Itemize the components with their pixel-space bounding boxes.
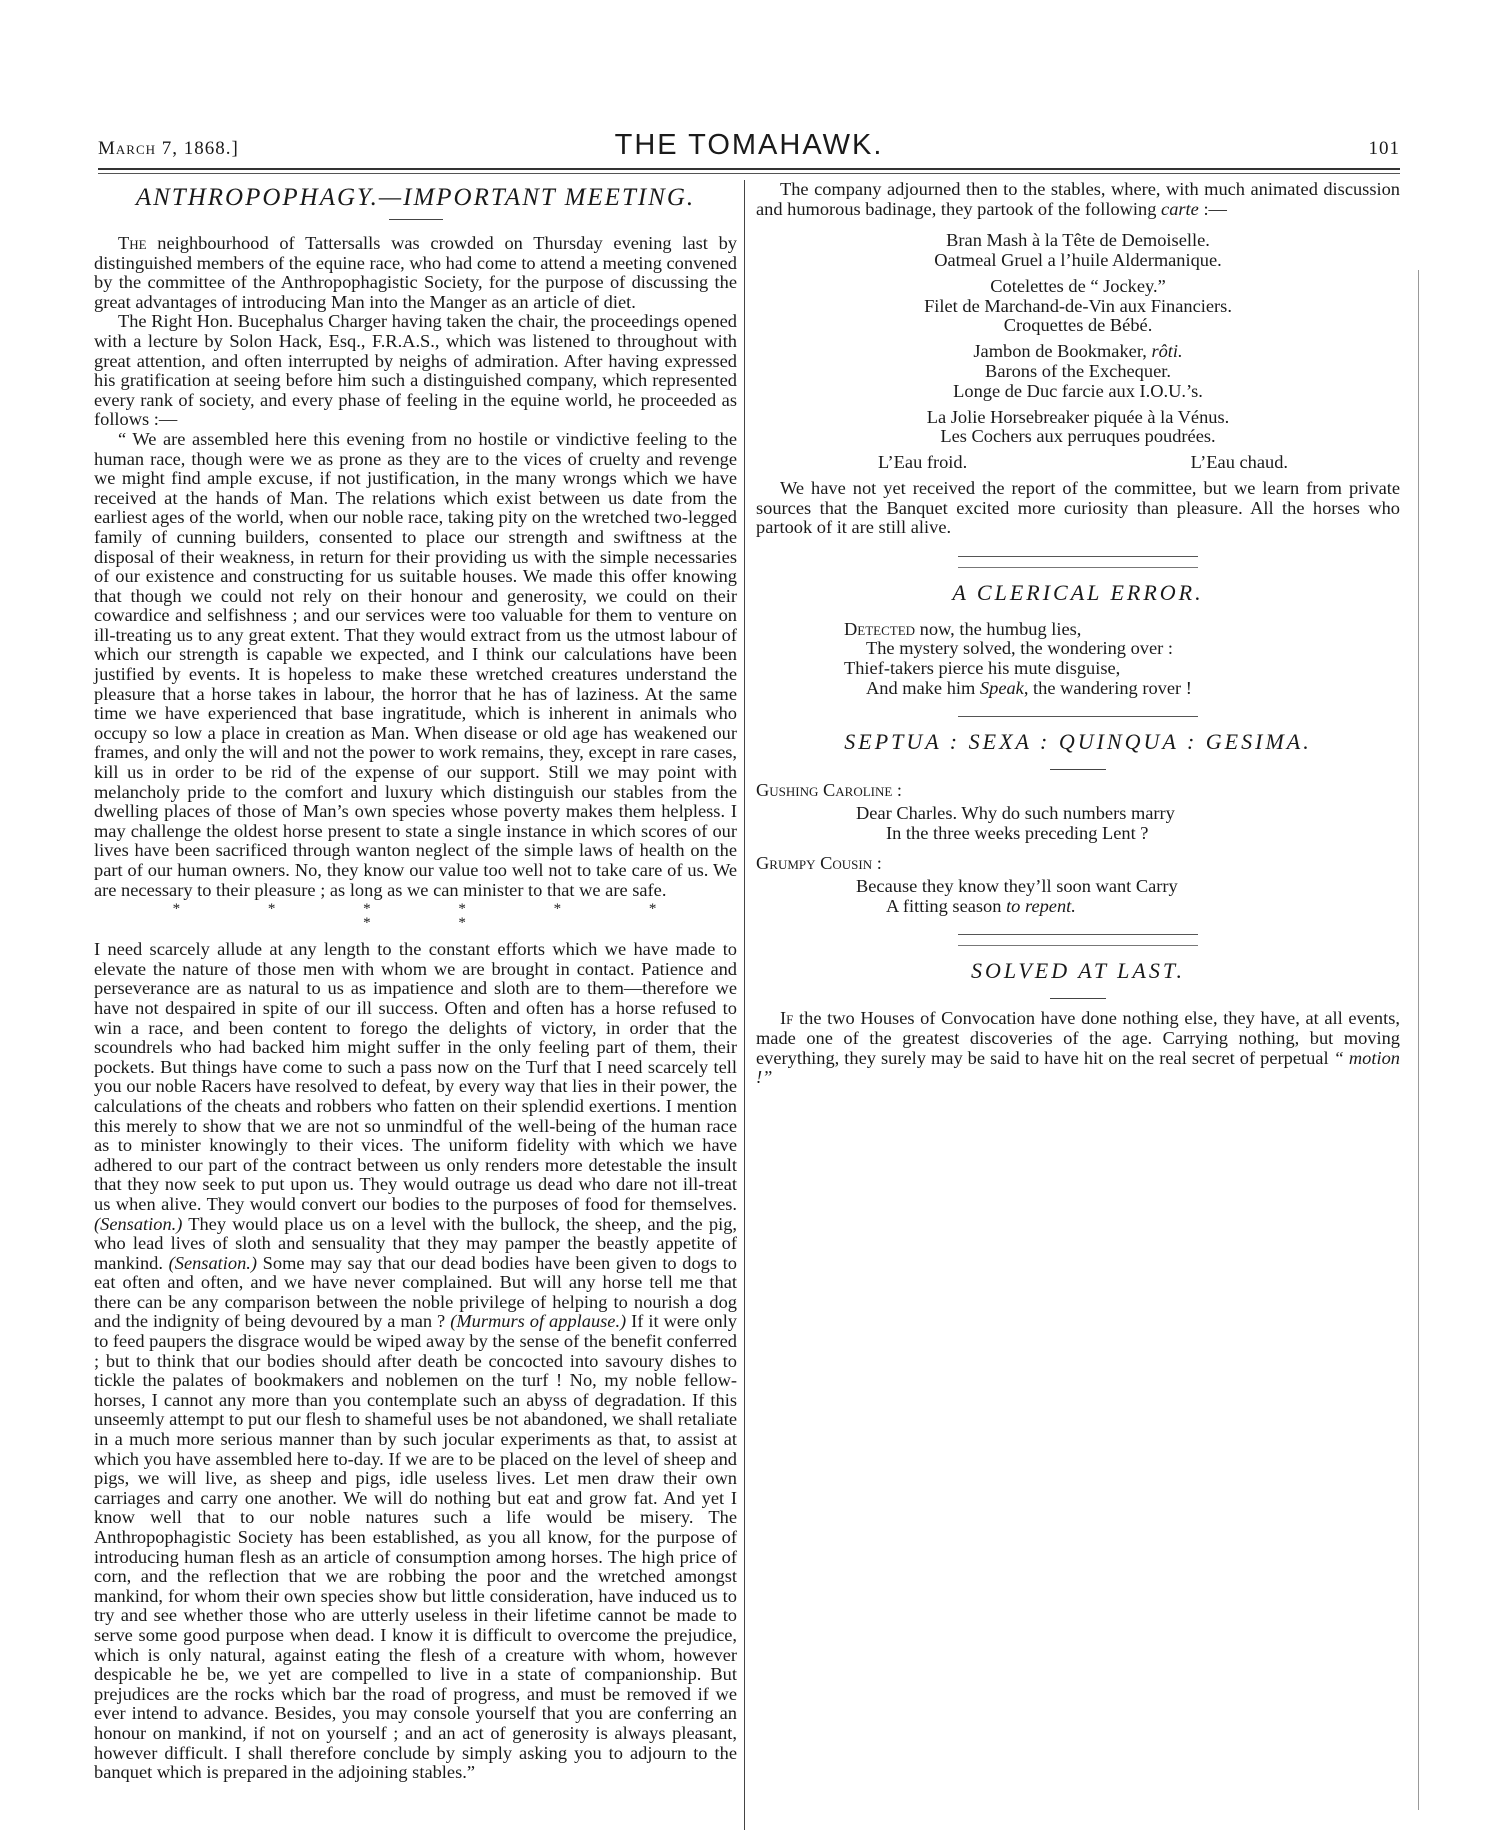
article-headline: SOLVED AT LAST. [971, 958, 1185, 984]
paragraph-text: Some may say that our dead bodies have been given to dogs to eat often and often, and we have never complained. But will any horse tell me that there can be any comparison between the noble privilege of helping to nourish a dog and the indignity of being devoured by a man ? [94, 1252, 737, 1332]
verse [856, 877, 1400, 916]
menu-item-italic: rôti. [1151, 341, 1183, 362]
paragraph-text: They would place us on a level with the bullock, the sheep, and the pig, who lead lives of sloth and sensuality that they may pamper the beastly appetite of mankind. [94, 1213, 737, 1273]
article-paragraph [756, 1009, 1400, 1087]
banquet-menu [756, 231, 1400, 473]
poem-text: And make him [866, 677, 976, 698]
menu-group [756, 231, 1400, 271]
poem-line [844, 679, 1400, 699]
paragraph-text: If it were only to feed paupers the disgrace would be wiped away by the sense of the benefit conferred ; but to think that our bodies should after death be concocted into savoury dishes to tickle the palates of bookmakers and noblemen on the turf ! No, my noble fellow-horses, I cannot any more than you contemplate such an abyss of degradation. If this unseemly attempt to put our flesh to shameful uses be not abandoned, we shall retaliate in a much more serious manner than by such jocular experiments as that, to assist at which you have assembled here to-day. If we are to be placed on the level of sheep and pigs, we will live, as sheep and pigs, idle useless lives. Let men draw their own carriages and carry one another. We will do nothing but eat and grow fat. And yet I know well that to our noble natures such a life would be misery. The Anthropophagistic Society has been established, as you all know, for the purpose of introducing human flesh as an article of consumption among horses. The high price of corn, and the reflection that we are robbing the poor and the wretched amongst mankind, for whom their own species show but little consideration, have induced us to try and see whether those who are utterly useless in their lifetime cannot be made to serve some good purpose when dead. I know it is difficult to overcome the prejudice, which is only natural, against eating the flesh of a creature with whom, however despicable he be, we yet are compelled to live in a state of companionship. But prejudices are the rocks which bar the road of progress, and must be removed if we ever intend to advance. Besides, you may console yourself that you are conferring an honour on mankind, if not on yourself ; and an act of generosity is always pleasant, however difficult. I shall therefore conclude by simply asking you to adjourn to the banquet which is prepared in the adjoining stables.” [94, 1311, 737, 1783]
newspaper-title: THE TOMAHAWK. [614, 129, 884, 161]
poem-text: now, the humbug lies, [919, 618, 1082, 639]
article-paragraph [756, 180, 1400, 219]
lead-word: Detected [844, 618, 916, 639]
article-paragraph: The Right Hon. Bucephalus Charger having taken the chair, the proceedings opened with a lecture by Solon Hack, Esq., F.R.A.S., which was listened to throughout with great attention, and often interrupted by neighs of admiration. After having expressed his gratification at seeing before him such a distinguished company, which represented every rank of society, and every phase of feeling in the equine world, he proceeded as follows :— [94, 311, 737, 430]
menu-item: Cotelettes de “ Jockey.” [990, 275, 1166, 296]
article-headline: ANTHROPOPHAGY.—IMPORTANT MEETING. [135, 184, 696, 211]
article-paragraph [94, 234, 737, 312]
menu-drinks [756, 453, 1400, 473]
paragraph-text: neighbourhood of Tattersalls was crowded on Thursday evening last by distinguished members of the equine race, who had come to attend a meeting convened by the committee of the Anthropophagistic Society, for the purpose of discussing the great advantages of introducing Man into the Manger as an article of diet. [94, 233, 737, 312]
verse-text: A fitting season [886, 895, 1002, 916]
headline-rule [389, 219, 443, 220]
poem-line: The mystery solved, the wondering over : [866, 638, 1173, 659]
menu-item: Bran Mash à la Tête de Demoiselle. [946, 230, 1210, 251]
verse-line: In the three weeks preceding Lent ? [886, 822, 1149, 843]
menu-item: La Jolie Horsebreaker piquée à la Vénus. [926, 406, 1230, 427]
speaker-name: Grumpy Cousin : [756, 853, 882, 874]
verse [856, 804, 1400, 843]
poem [844, 620, 1400, 698]
section-rule [958, 934, 1198, 935]
menu-item: Filet de Marchand-de-Vin aux Financiers. [924, 295, 1232, 316]
article-paragraph [94, 940, 737, 1783]
article-paragraph: “ We are assembled here this evening from no hostile or vindictive feeling to the human race, though were we as prone as they are to the vices of cruelty and revenge we might find ample excuse, if not justification, in the many wrongs which we have received at the hands of Man. The relations which exist between us date from the earliest ages of the world, when our noble race, taking pity on the wretched two-legged family of cunning builders, consented to place our strength and swiftness at the disposal of their weakness, in return for their providing us with the simple necessaries of our existence and constructing for us suitable houses. We made this offer knowing that though we could not rely on their honour and generosity, we could on their cowardice and selfishness ; and our services were too valuable for them to venture on ill-treating us to any great extent. That they would extract from us the utmost labour of which our strength is capable we expected, and I think our calculations have been justified by events. It is hopeless to make these wretched creatures understand the pleasure that a horse takes in labour, the horror that he has of laziness. At the same time we have experienced that base ingratitude, which is inherent in animals who occupy so low a place in creation as Man. When disease or old age has weakened our frames, and only the will and not the power to work remains, they, except in rare cases, kill us in order to be rid of the expense of our support. Still we may point with melancholy pride to the comfort and luxury which distinguish our stables from the dwelling places of those of Man’s own species whose poverty makes them helpless. I may challenge the oldest horse present to state a single instance in which scores of our lives have been sacrificed through wanton neglect of the simple laws of health on the part of our human owners. No, they know our value too well not to take care of us. We are necessary to their pleasure ; as long as we can minister to that we are safe. [94, 428, 737, 900]
issue-date: March 7, 1868.] [98, 138, 239, 159]
stage-direction: (Sensation.) [94, 1213, 183, 1234]
menu-item: Longe de Duc farcie aux I.O.U.’s. [953, 380, 1203, 401]
header-rule [98, 168, 1400, 170]
menu-item: Les Cochers aux perruques poudrées. [940, 426, 1216, 447]
left-column [94, 180, 737, 1783]
paragraph-text: :— [1203, 198, 1227, 219]
menu-item: Croquettes de Bébé. [1003, 315, 1153, 336]
article-paragraph: We have not yet received the report of the committee, but we learn from private sources that the Banquet excited more curiosity than pleasure. All the horses who partook of it are still alive. [756, 477, 1400, 538]
poem-line [844, 620, 1400, 640]
menu-item [756, 342, 1400, 362]
article-headline: SEPTUA : SEXA : QUINQUA : GESIMA. [844, 729, 1312, 755]
section-break-stars: * * * * * * * * [172, 901, 699, 932]
paragraph-text: I need scarcely allude at any length to the constant efforts which we have made to elevate the nature of those men with whom we are brought in contact. Patience and perseverance are as natural to us as impatience and sloth are to them—therefore we have not despaired in spite of our ill success. Often and often has a horse refused to win a race, and been content to forego the delights of victory, in order that the scoundrels who had backed him might suffer in the only feeling part of them, their pockets. But things have come to such a pass now on the Turf that I need scarcely tell you our noble Racers have resolved to defeat, by every way that lies in their power, the calculations of the cheats and robbers who fatten on their splendid exertions. I mention this merely to show that we are not so unmindful of the well-being of the human race as to minister knowingly to their vices. The uniform fidelity with which we have adhered to our part of the contract between us only renders more detestable the insult that they now seek to put upon us. They would outrage us dead who dare not ill-treat us when alive. They would convert our bodies to the purposes of food for themselves. [94, 939, 737, 1214]
column-divider [744, 180, 745, 1830]
verse-italic: to repent. [1006, 895, 1076, 916]
page-edge-line [1418, 270, 1419, 1810]
right-column [756, 180, 1400, 1088]
paragraph-text: the two Houses of Convocation have done nothing else, they have, at all events, made one of the greatest discoveries of the age. Carrying nothing, but moving everything, they surely may be said to have hit on the real secret of perpetual [756, 1008, 1400, 1068]
menu-group [756, 342, 1400, 401]
poem-text: , the wandering rover ! [1023, 677, 1192, 698]
italic-word: “ motion !” [756, 1047, 1400, 1088]
masthead [98, 128, 1400, 162]
verse-line: Dear Charles. Why do such numbers marry [856, 803, 1175, 824]
section-rule-thin [958, 945, 1198, 946]
page-number: 101 [1368, 138, 1400, 159]
poem-line: Thief-takers pierce his mute disguise, [844, 657, 1121, 678]
carte-word: carte [1161, 198, 1199, 219]
paragraph-text: The company adjourned then to the stables, where, with much animated discussion and humorous badinage, they partook of the following [756, 179, 1400, 219]
headline-rule [1050, 998, 1106, 999]
header-rule-thin [98, 173, 1400, 174]
section-rule-thin [958, 567, 1198, 568]
menu-group [756, 408, 1400, 448]
stage-direction: (Sensation.) [168, 1252, 257, 1273]
menu-item: Oatmeal Gruel a l’huile Aldermanique. [934, 249, 1222, 270]
speaker-name: Gushing Caroline : [756, 780, 903, 801]
menu-item: L’Eau chaud. [1190, 452, 1288, 473]
verse-line: Because they know they’ll soon want Carry [856, 876, 1178, 897]
poem-italic: Speak [979, 677, 1024, 698]
menu-item: L’Eau froid. [878, 452, 968, 473]
verse-line [856, 897, 1400, 917]
section-rule [958, 716, 1198, 717]
section-rule [958, 556, 1198, 557]
menu-item: Barons of the Exchequer. [985, 360, 1171, 381]
stage-direction: (Murmurs of applause.) [450, 1311, 627, 1332]
article-headline: A CLERICAL ERROR. [952, 579, 1204, 605]
headline-rule [1050, 769, 1106, 770]
lead-word: If [780, 1008, 794, 1029]
menu-group [756, 277, 1400, 336]
lead-word: The [118, 233, 147, 253]
menu-item-text: Jambon de Bookmaker, [973, 341, 1147, 362]
